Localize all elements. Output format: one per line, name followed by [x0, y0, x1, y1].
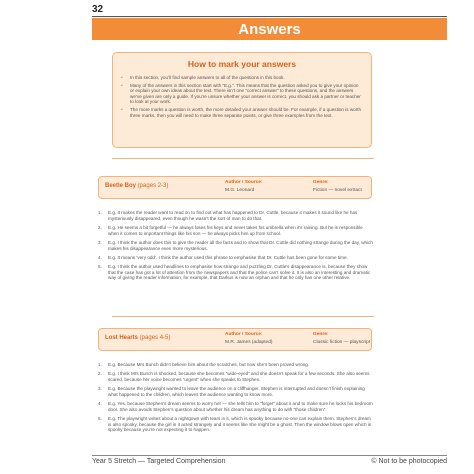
answer-item: [98, 371, 373, 382]
answers-list-lost-hearts: [98, 362, 373, 437]
answer-text: E.g. I think the author does this to give the reader all the facts and to show that Dr. Cuttle did nothing strange during the day, which makes his disappearance even more mysterious.: [108, 239, 373, 251]
section-header-lost-hearts: [98, 328, 372, 351]
answer-item: [98, 362, 373, 368]
genre-value: Fiction — novel extract: [313, 188, 362, 193]
genre-label: Genre:: [313, 332, 329, 337]
answer-item: [98, 240, 373, 251]
answer-item: [98, 225, 373, 236]
author-value: M.G. Leonard: [225, 188, 255, 193]
answer-number: 2.: [98, 224, 102, 230]
section-header-beetle-boy: [98, 176, 372, 199]
genre-label: Genre:: [313, 180, 329, 185]
how-to-mark-list: [121, 75, 363, 120]
bullet-icon: •: [121, 82, 123, 88]
top-divider: [92, 16, 447, 17]
bullet-icon: •: [121, 75, 123, 80]
answer-text: E.g. Yes, because Stephen’s dream seems to worry her — she tells him to “forget” about it and to make sure he locks his bedroom door. She also avoids Stephen’s question about whether his dream has anything to do with “those children”.: [108, 401, 373, 412]
section-title: Lost Hearts (pages 4-5): [105, 335, 171, 341]
answer-number: 3.: [98, 386, 102, 392]
answer-item: [98, 264, 373, 281]
answer-item: [98, 416, 373, 433]
answer-number: 3.: [98, 239, 102, 245]
bullet-icon: •: [121, 106, 123, 112]
answer-number: 1.: [98, 210, 102, 215]
footer-book-title: Year 5 Stretch — Targeted Comprehension: [92, 458, 226, 465]
section-divider: [112, 158, 374, 159]
genre-value: Classic fiction — playscript: [313, 340, 371, 345]
how-to-mark-title: How to mark your answers: [187, 59, 297, 69]
answer-number: 1.: [98, 362, 102, 367]
page-footer: [92, 458, 447, 465]
answer-item: [98, 386, 373, 397]
author-label: Author / Source:: [225, 332, 263, 337]
answer-text: E.g. Because the playwright wanted to leave the audience on a cliffhanger. Stephen is interrupted and doesn’t finish explaining what happened to the children, which leaves the audience wanting to know more.: [108, 386, 365, 397]
answer-text: E.g. It means ‘very odd’. I think the author used this phrase to emphasise that Dr. Cuttle has been gone for some time.: [108, 254, 348, 260]
banner-title: Answers: [238, 20, 301, 38]
how-to-mark-box: [112, 52, 372, 148]
how-to-mark-item: • In this section, you’ll find sample answers to all of the questions in this book.: [121, 75, 285, 80]
answer-text: E.g. It makes the reader want to read on to find out what has happened to Dr. Cuttle, because it makes it sound like he has mysteriously disappeared, even though he wasn’t the sort of man to do that.: [108, 210, 358, 221]
page-number: 32: [92, 4, 104, 15]
answer-text: E.g. The playwright writes about a nightgown with tears in it, which is spooky because no-one can explain them. Stephen’s dream is also spooky, because the girl in it acted strangely and it seems like she might be a ghost. Then the window blows open which is spooky because you’re not expecting it to happen.: [108, 415, 372, 433]
answer-text: E.g. Because Mrs Bunch didn’t believe him about the scratches, but now she’s been proved wrong.: [108, 362, 310, 367]
answer-number: 2.: [98, 371, 102, 377]
how-to-mark-item: • Many of the answers in this section start with “E.g.”. This means that the question asked you to give your opinion or explain your own ideas about the text. There isn’t one “correct answer” to these questions, and the answers we’ve given are only a guide. If you’re unsure whether your answer is correct, you should ask a partner or teacher to look at your work.: [121, 82, 361, 105]
answer-text: E.g. I think Mrs Bunch is shocked, because she becomes “wide-eyed” and she doesn’t speak for a few seconds. She also seems scared, because her voice becomes “urgent” when she speaks to Stephen.: [108, 371, 370, 382]
answer-number: 5.: [98, 263, 102, 269]
answer-number: 4.: [98, 254, 102, 260]
footer-copyright: © Not to be photocopied: [371, 458, 447, 465]
answers-banner: [92, 18, 447, 40]
answer-text: E.g. He seems a bit forgetful — he always loses his keys and never takes his umbrella when it’s raining. But he is responsible when it comes to important things like his son — he always picks him up from school.: [108, 224, 363, 236]
answers-list-beetle-boy: [98, 210, 373, 285]
footer-divider: [92, 455, 447, 456]
answer-item: [98, 255, 373, 261]
answer-item: [98, 401, 373, 412]
answer-number: 4.: [98, 401, 102, 407]
section-title: Beetle Boy (pages 2-3): [105, 183, 169, 189]
how-to-mark-item: • The more marks a question is worth, the more detailed your answer should be. For example, if a question is worth three marks, then you will need to make three separate points, or give three examples from the text.: [121, 106, 362, 118]
answer-number: 5.: [98, 415, 102, 421]
section-divider: [112, 316, 374, 317]
answer-text: E.g. I think the author used headlines to emphasise how strange and puzzling Dr. Cuttle’s disappearance is, because they show that the case has got a lot of attention from the newspapers and that the police can’t solve it. It is also an interesting and dramatic way of giving the reader information, for example, that Darkus is now an orphan and that he only has one other relative.: [108, 263, 371, 281]
author-value: M.R. James (adapted): [225, 340, 273, 345]
author-label: Author / Source:: [225, 180, 263, 185]
answer-item: [98, 210, 373, 221]
